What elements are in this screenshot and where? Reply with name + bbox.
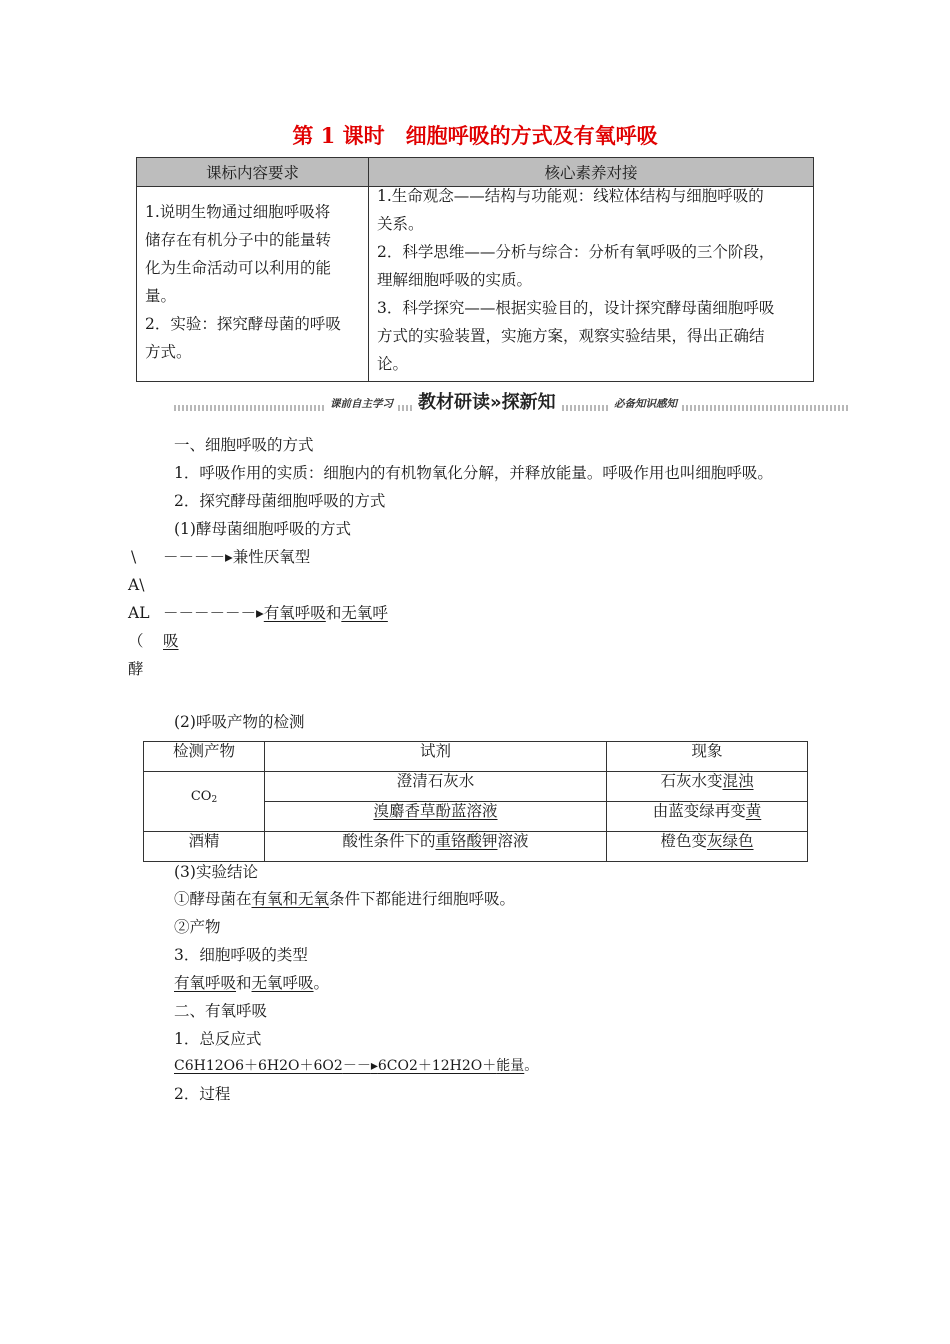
text-line: 论。: [377, 355, 409, 373]
standards-table: [136, 157, 814, 382]
paragraph: (1)酵母菌细胞呼吸的方式: [174, 520, 351, 538]
margin-char: AL: [128, 604, 150, 622]
arrow-right-icon: [163, 604, 264, 622]
header-product: 检测产物: [172, 742, 235, 760]
product-co2: [144, 787, 264, 810]
margin-char: \: [131, 548, 137, 566]
paragraph: 2．探究酵母菌细胞呼吸的方式: [174, 492, 386, 510]
reagent-dichromate: [265, 831, 606, 851]
margin-char: （: [128, 632, 144, 650]
respiration-modes-line: [163, 603, 388, 623]
type-text: 兼性厌氧型: [232, 548, 311, 566]
text-line: 关系。: [377, 215, 424, 233]
header-competency: 核心素养对接: [544, 164, 638, 182]
arrow-head: ▸: [225, 548, 233, 566]
answer: 灰绿色: [707, 832, 754, 850]
text: 条件下都能进行细胞呼吸。: [329, 890, 516, 908]
answer: 有氧和无氧: [251, 890, 330, 908]
reaction-equation: [174, 1056, 538, 1076]
text-line: 1.说明生物通过细胞呼吸将: [145, 203, 331, 221]
reagent-btb: [265, 801, 606, 821]
text: 由蓝变绿再变: [652, 802, 746, 820]
types-answer: [174, 973, 329, 993]
text: 溶液: [497, 832, 529, 850]
text: 橙色变: [660, 832, 707, 850]
paragraph: 1．呼吸作用的实质：细胞内的有机物氧化分解，并释放能量。呼吸作用也叫细胞呼吸。: [174, 464, 773, 482]
answer-anaerobic: 无氧呼: [341, 604, 388, 622]
reagent-limewater: 澄清石灰水: [396, 772, 475, 790]
product-alcohol: 酒精: [188, 832, 220, 850]
banner-main-title: [414, 388, 560, 414]
header-reagent: 试剂: [419, 742, 451, 760]
answer: 有氧呼吸: [174, 974, 237, 992]
arrow-head: ▸: [256, 604, 264, 622]
phenomenon-btb: [607, 801, 807, 821]
arrow-right-icon: [163, 548, 233, 566]
text-line: 2．科学思维——分析与综合：分析有氧呼吸的三个阶段，: [377, 243, 775, 261]
curriculum-content: [145, 198, 363, 366]
text-line: 1.生命观念——结构与功能观：线粒体结构与细胞呼吸的: [377, 187, 764, 205]
equation-left: C6H12O6＋6H2O＋6O2: [174, 1058, 343, 1074]
text-line: 3．科学探究——根据实验目的，设计探究酵母菌细胞呼吸: [377, 299, 775, 317]
text: 和: [236, 974, 252, 992]
table-divider: [368, 158, 369, 381]
equation-right: 6CO2＋12H2O＋: [377, 1058, 497, 1074]
banner-right-label: 必备知识感知: [610, 396, 681, 411]
arrow-head: ▸: [370, 1058, 378, 1074]
types-heading: 3．细胞呼吸的类型: [174, 946, 308, 964]
answer-aerobic: 有氧呼吸: [263, 604, 326, 622]
arrow-shaft: －－－－: [163, 548, 226, 566]
text-line: 方式的实验装置，实施方案，观察实验结果，得出正确结: [377, 327, 765, 345]
text-line: 储存在有机分子中的能量转: [145, 231, 332, 249]
section1-heading: 一、细胞呼吸的方式: [174, 436, 314, 454]
chevron-right-icon: »: [490, 392, 502, 413]
margin-char: A\: [128, 576, 145, 594]
text-line: 量。: [145, 287, 177, 305]
answer: 溴麝香草酚蓝溶液: [373, 802, 498, 820]
answer: 重铬酸钾: [435, 832, 498, 850]
banner-main-part2: 探新知: [501, 392, 556, 413]
text-line: 化为生命活动可以利用的能: [145, 259, 332, 277]
arrow-shaft: －－: [342, 1058, 371, 1074]
conjunction: 和: [325, 604, 342, 622]
header-curriculum: 课标内容要求: [205, 164, 299, 182]
arrow-shaft: －－－－－－: [163, 604, 257, 622]
text: 石灰水变: [660, 772, 723, 790]
detection-table: [143, 741, 808, 862]
conclusion-heading: (3)实验结论: [174, 863, 258, 881]
banner-main-part1: 教材研读: [418, 392, 490, 413]
text: 。: [313, 974, 330, 992]
answer: 混浊: [722, 772, 754, 790]
banner-left-label: 课前自主学习: [326, 396, 397, 411]
header-phenomenon: 现象: [691, 742, 723, 760]
conclusion-2: ②产物: [174, 918, 221, 936]
text: ①酵母菌在: [174, 890, 252, 908]
paragraph: 2．过程: [174, 1085, 231, 1103]
answer-anaerobic-end: 吸: [163, 632, 179, 650]
competency-content: [377, 182, 807, 378]
answer: 黄: [745, 802, 762, 820]
text: 。: [524, 1058, 539, 1074]
paragraph: (2)呼吸产物的检测: [174, 713, 305, 731]
paragraph: 1．总反应式: [174, 1030, 262, 1048]
phenomenon-dichromate: [607, 831, 807, 851]
answer: 能量: [496, 1058, 525, 1074]
arrow-right-icon: [343, 1058, 378, 1074]
text-line: 理解细胞呼吸的实质。: [377, 271, 533, 289]
equation-underlined: [174, 1058, 524, 1074]
co2-text: CO: [190, 789, 212, 804]
respiration-modes-continued: [163, 631, 179, 651]
page-title: 第 1 课时 细胞呼吸的方式及有氧呼吸: [292, 123, 658, 148]
phenomenon-limewater: [607, 771, 807, 791]
text: 酸性条件下的: [342, 832, 436, 850]
section-banner: [174, 386, 850, 418]
margin-char: 酵: [128, 660, 144, 678]
conclusion-1: [174, 889, 515, 909]
answer: 无氧呼吸: [251, 974, 314, 992]
respiration-type-line: [163, 547, 310, 567]
co2-subscript: 2: [211, 795, 218, 805]
section2-heading: 二、有氧呼吸: [174, 1002, 268, 1020]
text-line: 方式。: [145, 343, 192, 361]
text-line: 2．实验：探究酵母菌的呼吸: [145, 315, 341, 333]
